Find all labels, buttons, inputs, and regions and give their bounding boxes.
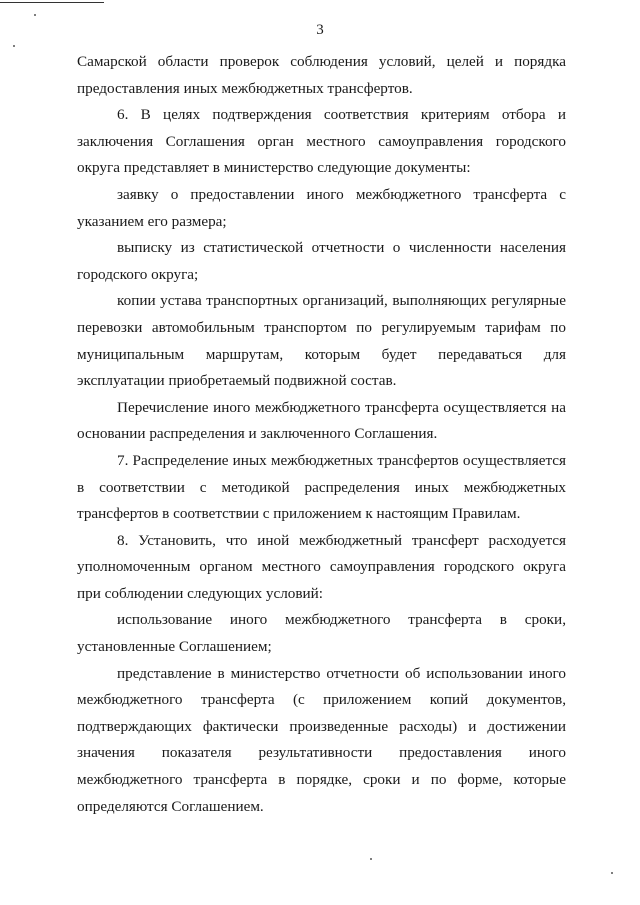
paragraph-item-6-documents: 6. В целях подтверждения соответствия критериям отбора и заключения Соглашения орган местного самоуправления городского округа представляет в министерство следующие документы: (77, 106, 566, 177)
scan-speck (611, 872, 613, 874)
scan-speck (13, 45, 15, 47)
paragraph-statistics-extract: выписку из статистической отчетности о численности населения городского округа; (77, 239, 566, 283)
top-rule (0, 2, 104, 3)
paragraph-item-8-conditions: 8. Установить, что иной межбюджетный трансферт расходуется уполномоченным органом местного самоуправления городского округа при соблюдении следующих условий: (77, 531, 566, 602)
paragraph-transfer-payment: Перечисление иного межбюджетного трансферта осуществляется на основании распределения и заключенного Соглашения. (77, 398, 566, 443)
paragraph-item-7-distribution: 7. Распределение иных межбюджетных трансфертов осуществляется в соответствии с методикой распределения иных межбюджетных трансфертов в соответствии с приложением к настоящим Правилам. (77, 451, 566, 523)
page-number: 3 (316, 22, 324, 38)
paragraph-charter-copies: копии устава транспортных организаций, выполняющих регулярные перевозки автомобильным транспортом по регулируемым тарифам по муниципальным маршрутам, которым будет передаваться для эксплуатации приобретаемый подвижной состав. (77, 292, 566, 390)
paragraph-reporting: представление в министерство отчетности об использовании иного межбюджетного трансферта (с приложением копий документов, подтверждающих фактически произведенные расходы) и достижении значения показателя результативности предоставления иного межбюджетного трансферта в порядке, сроки и по форме, которые определяются Соглашением. (77, 664, 566, 815)
scan-speck (370, 858, 372, 860)
paragraph-inspections-continuation: Самарской области проверок соблюдения условий, целей и порядка предоставления иных межбюджетных трансфертов. (77, 53, 566, 97)
scan-speck (34, 14, 36, 16)
paragraph-application: заявку о предоставлении иного межбюджетного трансферта с указанием его размера; (77, 185, 566, 230)
document-body (77, 49, 566, 820)
paragraph-usage-terms: использование иного межбюджетного трансферта в сроки, установленные Соглашением; (77, 611, 566, 656)
